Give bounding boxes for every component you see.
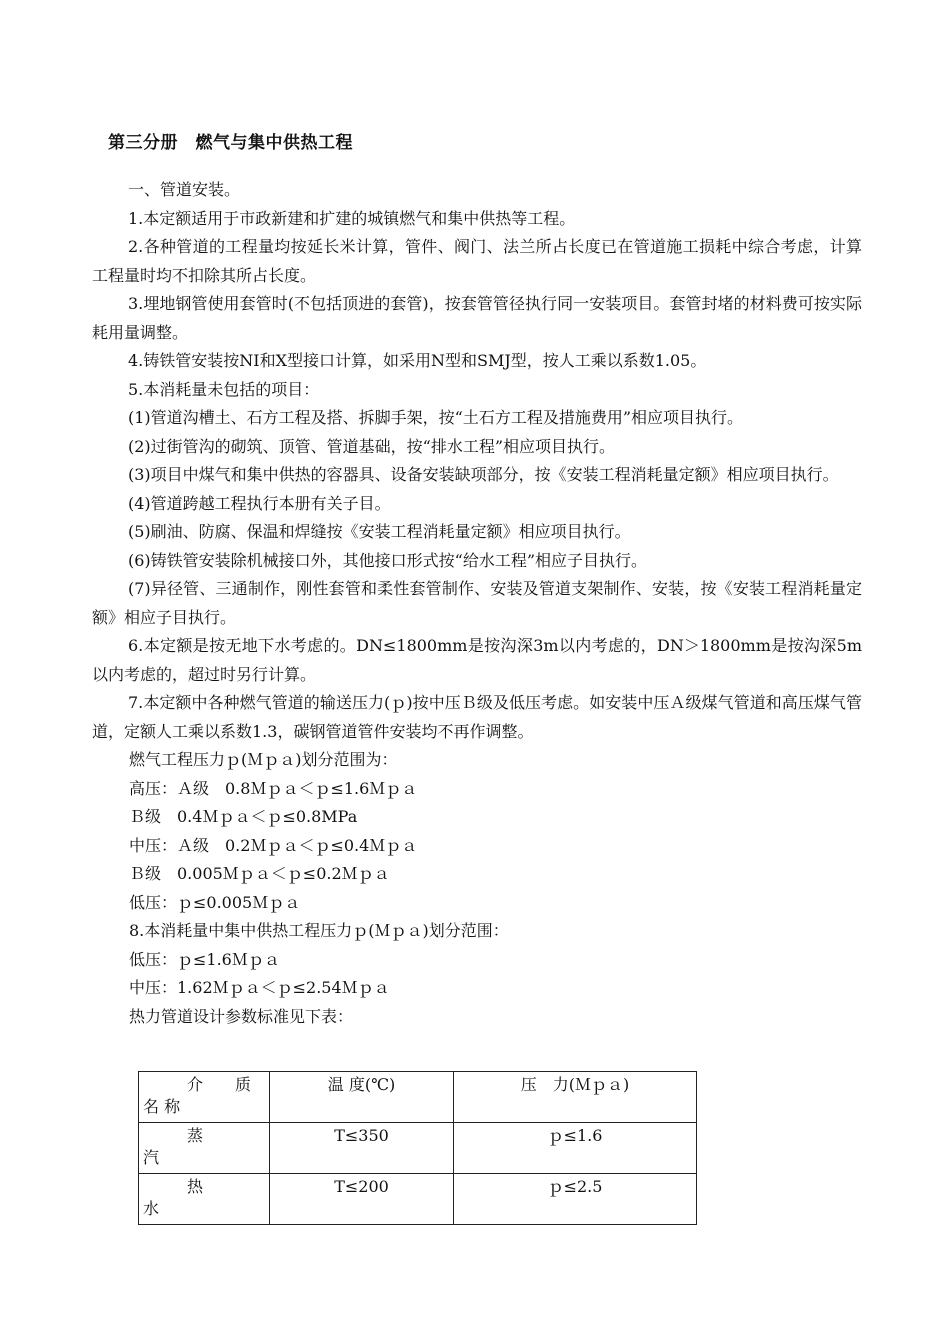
paragraph: 6.本定额是按无地下水考虑的。DN≤1800mm是按沟深3m以内考虑的，DN＞1800mm是按沟深5m以内考虑的，超过时另行计算。	[92, 636, 862, 684]
header-medium-line1: 介 质	[187, 1075, 252, 1094]
paragraph: 中压：Ａ级 0.2Ｍｐａ＜ｐ≤0.4Ｍｐａ	[129, 835, 418, 855]
paragraph: 5.本消耗量未包括的项目：	[128, 379, 320, 399]
paragraph: 1.本定额适用于市政新建和扩建的城镇燃气和集中供热等工程。	[128, 208, 576, 228]
paragraph: (2)过街管沟的砌筑、顶管、管道基础，按“排水工程”相应项目执行。	[128, 436, 616, 456]
paragraph: 高压：Ａ级 0.8Ｍｐａ＜ｐ≤1.6Ｍｐａ	[129, 778, 418, 798]
paragraph: 7.本定额中各种燃气管道的输送压力(ｐ)按中压Ｂ级及低压考虑。如安装中压Ａ级煤气管道和高压煤气管道，定额人工乘以系数1.3，碳钢管道管件安装均不再作调整。	[92, 693, 862, 741]
paragraph: 中压：1.62Ｍｐａ＜ｐ≤2.54Ｍｐａ	[129, 978, 390, 997]
body-text	[92, 176, 862, 1031]
header-medium-name	[139, 1072, 270, 1123]
paragraph: 一、管道安装。	[128, 180, 241, 199]
paragraph: 低压：ｐ≤1.6Ｍｐａ	[129, 949, 280, 969]
heat-pipe-parameter-table	[138, 1071, 697, 1225]
row-medium-line1: 蒸	[187, 1126, 204, 1145]
row-pressure: ｐ≤2.5	[454, 1174, 697, 1225]
row-medium-line2: 水	[143, 1199, 160, 1218]
paragraph: 燃气工程压力ｐ(Ｍｐａ)划分范围为：	[129, 750, 398, 769]
paragraph: (3)项目中煤气和集中供热的容器具、设备安装缺项部分，按《安装工程消耗量定额》相应项目执行。	[128, 465, 839, 484]
header-medium-line2: 名 称	[143, 1097, 181, 1116]
table-row	[139, 1123, 697, 1174]
paragraph: 2.各种管道的工程量均按延长米计算，管件、阀门、法兰所占长度已在管道施工损耗中综合考虑，计算工程量时均不扣除其所占长度。	[92, 237, 862, 285]
paragraph: (6)铸铁管安装除机械接口外，其他接口形式按“给水工程”相应子目执行。	[128, 550, 648, 570]
paragraph: Ｂ级 0.005Ｍｐａ＜ｐ≤0.2Ｍｐａ	[129, 864, 390, 883]
table-header-row	[139, 1072, 697, 1123]
paragraph: 8.本消耗量中集中供热工程压力ｐ(Ｍｐａ)划分范围：	[129, 921, 509, 940]
paragraph: (7)异径管、三通制作，刚性套管和柔性套管制作、安装及管道支架制作、安装，按《安装工程消耗量定额》相应子目执行。	[92, 579, 862, 627]
row-medium-name	[139, 1174, 270, 1225]
paragraph: 4.铸铁管安装按NI和X型接口计算，如采用N型和SMJ型，按人工乘以系数1.05。	[128, 351, 707, 370]
table-row	[139, 1174, 697, 1225]
header-temperature: 温 度(℃)	[270, 1072, 454, 1123]
paragraph: (1)管道沟槽土、石方工程及搭、拆脚手架，按“土石方工程及措施费用”相应项目执行。	[128, 408, 744, 427]
row-temperature: T≤200	[270, 1174, 454, 1225]
row-pressure: ｐ≤1.6	[454, 1123, 697, 1174]
paragraph: 热力管道设计参数标准见下表：	[129, 1006, 354, 1026]
row-medium-line2: 汽	[143, 1148, 160, 1167]
paragraph: 3.埋地钢管使用套管时(不包括顶进的套管)，按套管管径执行同一安装项目。套管封堵的材料费可按实际耗用量调整。	[92, 294, 862, 342]
paragraph: Ｂ级 0.4Ｍｐａ＜ｐ≤0.8MPa	[129, 807, 358, 826]
row-temperature: T≤350	[270, 1123, 454, 1174]
header-pressure: 压 力(Ｍｐａ)	[454, 1072, 697, 1123]
section-title: 第三分册 燃气与集中供热工程	[108, 133, 353, 153]
paragraph: 低压：ｐ≤0.005Ｍｐａ	[129, 892, 301, 912]
paragraph: (5)刷油、防腐、保温和焊缝按《安装工程消耗量定额》相应项目执行。	[128, 522, 631, 541]
row-medium-name	[139, 1123, 270, 1174]
row-medium-line1: 热	[187, 1177, 204, 1196]
paragraph: (4)管道跨越工程执行本册有关子目。	[128, 493, 391, 513]
